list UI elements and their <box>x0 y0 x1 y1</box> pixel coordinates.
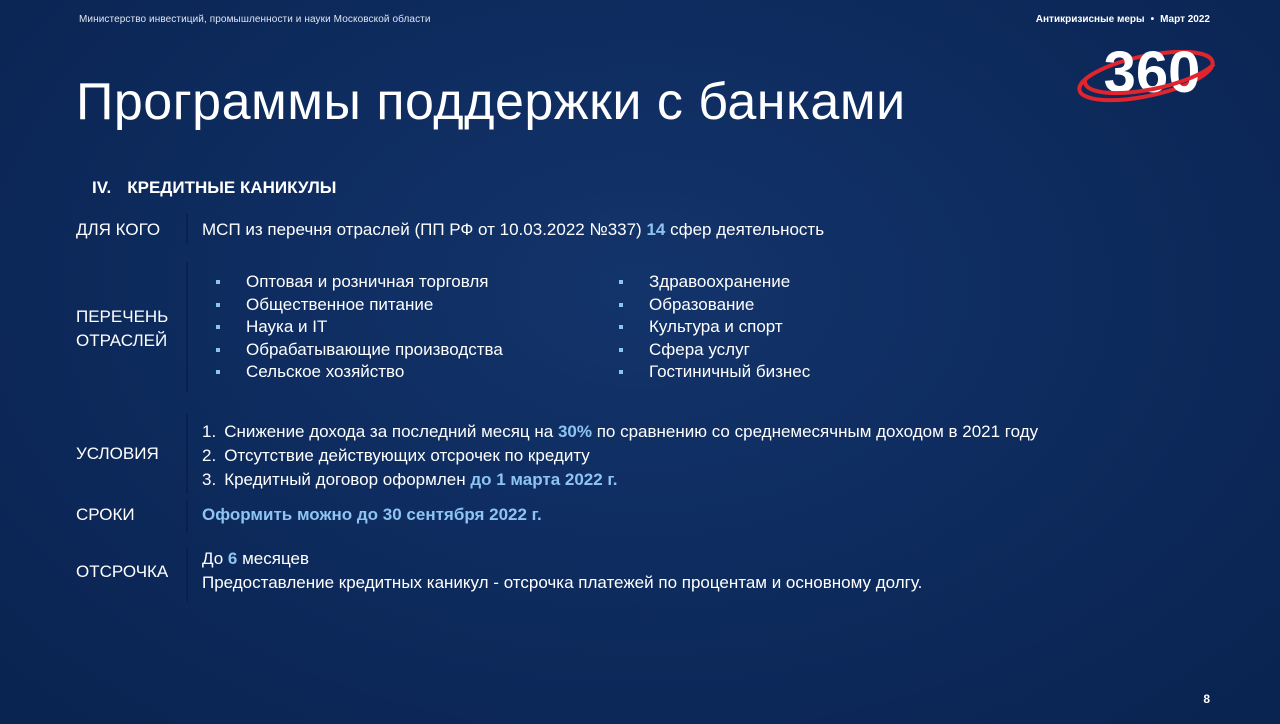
conditions-label: УСЛОВИЯ <box>76 444 159 463</box>
list-item <box>619 361 810 384</box>
conditions-list <box>202 420 1038 492</box>
terms-label: СРОКИ <box>76 505 135 524</box>
bullet-icon <box>619 280 623 284</box>
list-item-text: Обрабатывающие производства <box>246 339 503 359</box>
divider <box>186 414 188 494</box>
terms-text: Оформить можно до 30 сентября 2022 г. <box>202 505 542 524</box>
industries-label-line2: ОТРАСЛЕЙ <box>76 331 168 350</box>
logo-text: 360 <box>1103 40 1201 105</box>
header-meta <box>1036 14 1210 25</box>
channel-360-logo <box>1074 38 1224 108</box>
industries-list-left <box>216 271 503 384</box>
list-item <box>216 294 503 317</box>
condition-number: 1. <box>202 422 217 441</box>
deferral-line1-before: До <box>202 549 224 568</box>
section-heading <box>92 178 336 198</box>
condition-number: 3. <box>202 470 217 489</box>
bullet-icon <box>619 325 623 329</box>
condition-text: Отсутствие действующих отсрочек по кредиту <box>224 446 590 465</box>
topic-label: Антикризисные меры <box>1035 14 1145 25</box>
deferral-highlight: 6 <box>227 549 238 568</box>
condition-highlight: до 1 марта 2022 г. <box>470 470 618 489</box>
list-item <box>619 271 810 294</box>
condition-item <box>202 420 1038 444</box>
bullet-icon <box>619 303 623 307</box>
list-item-text: Образование <box>649 294 755 314</box>
page-title: Программы поддержки с банками <box>76 73 906 131</box>
for-whom-highlight: 14 <box>646 220 666 239</box>
divider <box>186 500 188 534</box>
list-item-text: Оптовая и розничная торговля <box>246 272 489 291</box>
for-whom-label: ДЛЯ КОГО <box>76 220 161 239</box>
condition-highlight: 30% <box>557 422 592 441</box>
deferral-line1-after: месяцев <box>242 549 309 568</box>
list-item <box>619 339 810 362</box>
deferral-text <box>202 547 922 595</box>
list-item <box>216 316 503 339</box>
condition-text-after: по сравнению со среднемесячным доходом в 2021 году <box>596 422 1039 441</box>
for-whom-text-before: МСП из перечня отраслей (ПП РФ от 10.03.2022 №337) <box>202 220 642 239</box>
condition-number: 2. <box>202 446 217 465</box>
section-number: IV. <box>92 178 112 197</box>
bullet-icon <box>216 325 220 329</box>
bullet-icon <box>216 348 220 352</box>
list-item <box>216 361 503 384</box>
bullet-icon <box>619 348 623 352</box>
list-item-text: Сфера услуг <box>649 339 750 359</box>
bullet-icon <box>216 370 220 374</box>
for-whom-text <box>202 218 824 242</box>
section-name: КРЕДИТНЫЕ КАНИКУЛЫ <box>127 178 337 197</box>
industries-list-right <box>619 271 810 384</box>
list-item-text: Гостиничный бизнес <box>649 362 811 382</box>
industries-label-line1: ПЕРЕЧЕНЬ <box>76 307 169 326</box>
list-item <box>216 339 503 362</box>
for-whom-text-after: сфер деятельность <box>670 220 825 239</box>
condition-item <box>202 468 1038 492</box>
list-item-text: Общественное питание <box>246 294 434 314</box>
divider <box>186 214 188 244</box>
divider <box>186 262 188 392</box>
industries-label <box>76 305 168 353</box>
list-item-text: Сельское хозяйство <box>246 362 405 382</box>
bullet-icon <box>216 303 220 307</box>
deferral-line2: Предоставление кредитных каникул - отсрочка платежей по процентам и основному долгу. <box>202 573 923 592</box>
bullet-icon <box>216 280 220 284</box>
date-label: Март 2022 <box>1160 14 1210 25</box>
separator-dot: • <box>1150 14 1155 25</box>
condition-text: Снижение дохода за последний месяц на <box>224 422 554 441</box>
divider <box>186 546 188 602</box>
list-item-text: Культура и спорт <box>649 317 783 337</box>
condition-item <box>202 444 1038 468</box>
list-item <box>619 294 810 317</box>
ministry-name: Министерство инвестиций, промышленности и науки Московской области <box>79 14 431 25</box>
list-item <box>619 316 810 339</box>
deferral-label: ОТСРОЧКА <box>76 562 169 581</box>
bullet-icon <box>619 370 623 374</box>
list-item <box>216 271 503 294</box>
list-item-text: Наука и IT <box>246 317 328 337</box>
page-number: 8 <box>1203 692 1210 706</box>
condition-text: Кредитный договор оформлен <box>224 470 466 489</box>
list-item-text: Здравоохранение <box>649 272 791 291</box>
deferral-line1 <box>202 547 922 571</box>
